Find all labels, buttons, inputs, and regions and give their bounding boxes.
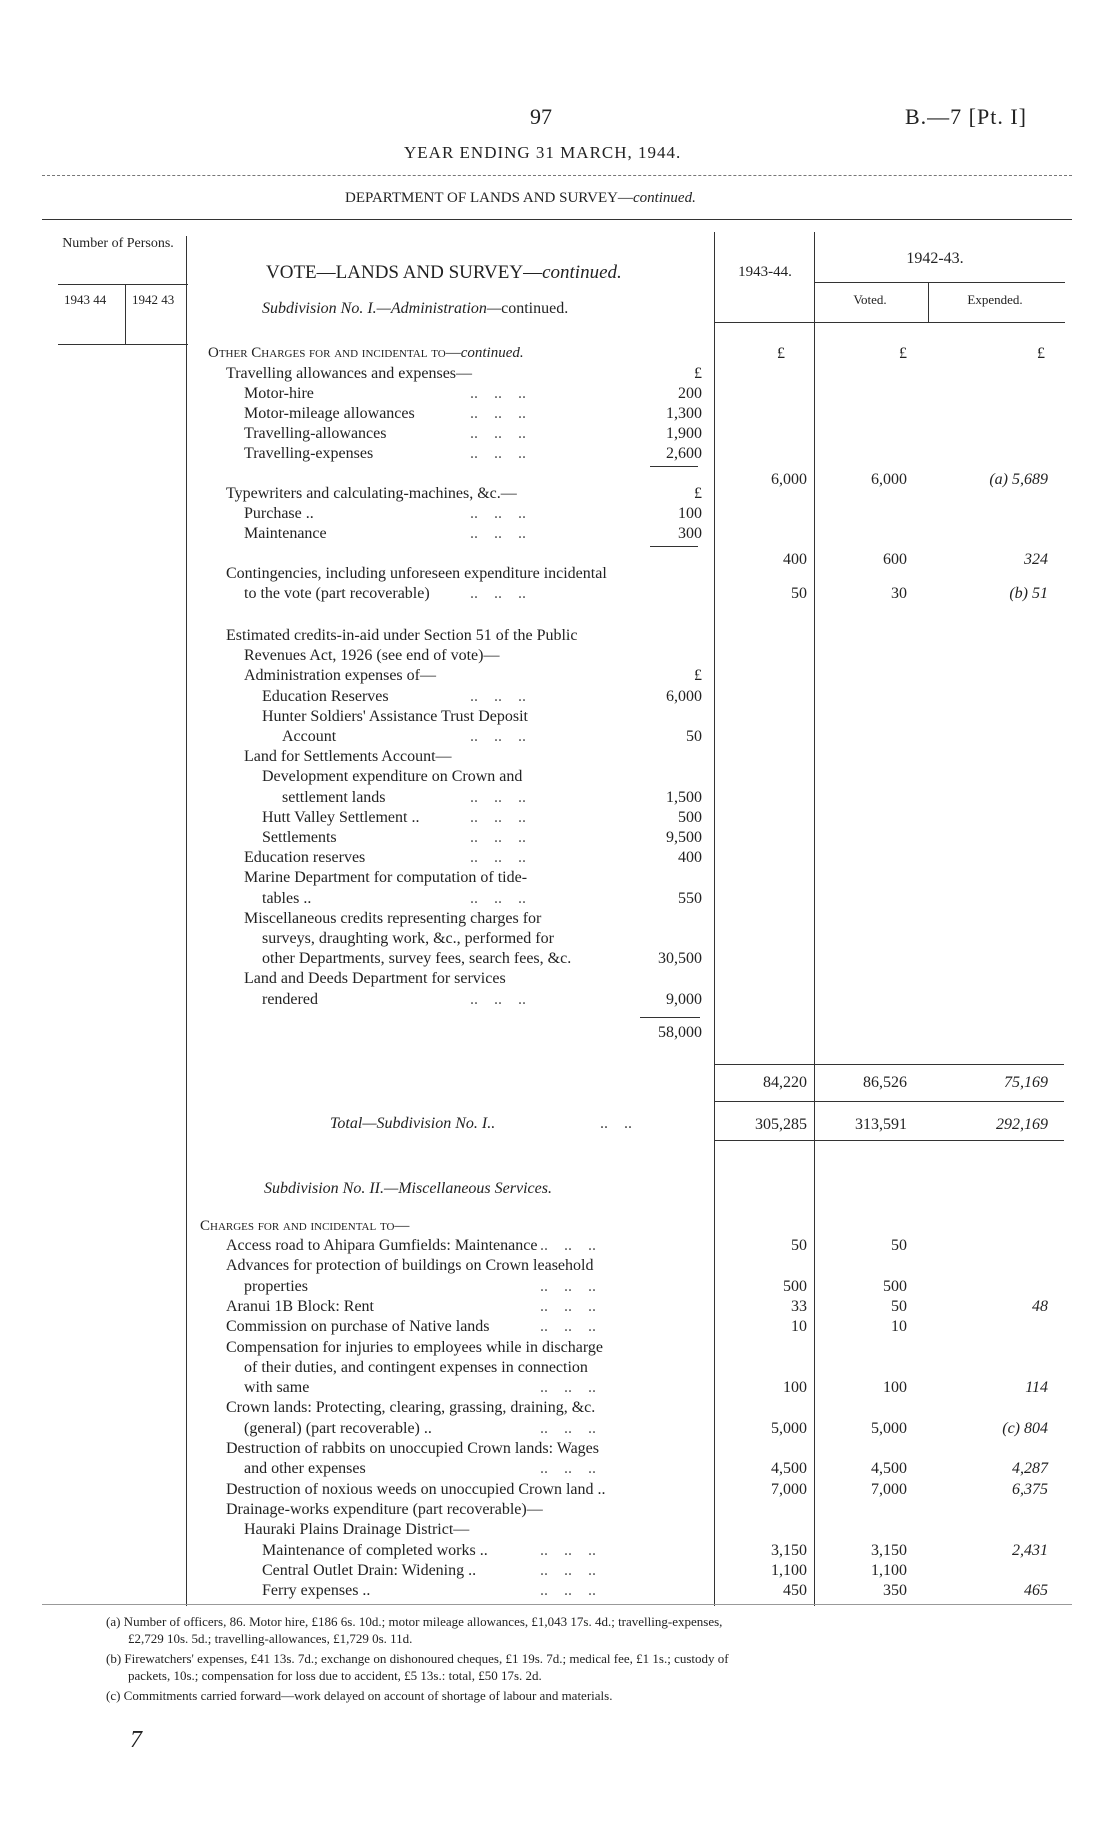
- footnote-b-line-2: packets, 10s.; compensation for loss due to accident, £5 13s.: total, £50 17s. 2d.: [128, 1668, 542, 1683]
- section-2-amount-voted: 1,100: [871, 1561, 907, 1579]
- footnote-c: (c) Commitments carried forward—work delayed on account of shortage of labour and materials.: [106, 1688, 613, 1703]
- section-1-leader-dots: .. .. ..: [470, 425, 526, 442]
- credits-leader-dots: .. .. ..: [470, 687, 526, 705]
- page-number: 97: [530, 104, 552, 129]
- total-bottom-rule: [714, 1140, 1064, 1141]
- section-2-amount-voted: 50: [891, 1297, 907, 1315]
- credits-leader-dots: .. .. ..: [470, 829, 526, 846]
- persons-divider: [125, 284, 126, 344]
- section-2-leader-dots: .. .. ..: [540, 1318, 596, 1336]
- section-2-amount-voted: 3,150: [871, 1541, 907, 1559]
- subtotal-rule: [714, 1064, 1064, 1065]
- subtotal-voted: 86,526: [863, 1074, 907, 1091]
- section-2-amount-1943-44: 500: [783, 1277, 807, 1295]
- section-2-amount-expended: 4,287: [1012, 1460, 1048, 1478]
- credits-line-label: Marine Department for computation of tide-: [244, 869, 528, 887]
- credits-total: 58,000: [658, 1024, 702, 1041]
- section-2-line-label: Hauraki Plains Drainage District—: [244, 1521, 470, 1539]
- section-2-leader-dots: .. .. ..: [540, 1541, 596, 1559]
- section-1-leader-dots: .. .. ..: [470, 385, 526, 402]
- section-1-amount-voted: 30: [891, 585, 907, 602]
- col-1942-43-persons: 1942 43: [132, 292, 175, 307]
- section-2-leader-dots: .. .. ..: [540, 1561, 596, 1579]
- section-1-amount-voted: 600: [883, 551, 907, 568]
- section-2-leader-dots: .. .. ..: [540, 1419, 596, 1437]
- section-2-amount-1943-44: 4,500: [771, 1460, 807, 1478]
- credits-sub-amount: 6,000: [666, 687, 702, 705]
- section-2-amount-1943-44: 450: [783, 1582, 807, 1600]
- section-2-amount-expended: 48: [1032, 1297, 1048, 1315]
- section-2-line-label: Commission on purchase of Native lands: [226, 1318, 490, 1336]
- header-rule: [42, 175, 1072, 176]
- section-1-line-label: to the vote (part recoverable): [244, 585, 430, 602]
- department-name: DEPARTMENT OF LANDS AND SURVEY—: [345, 190, 633, 206]
- other-charges-label: Other Charges for and incidental to—: [208, 345, 461, 361]
- credits-sub-amount: 500: [678, 808, 702, 826]
- credits-leader-dots: .. .. ..: [470, 788, 526, 806]
- section-2-leader-dots: .. .. ..: [540, 1277, 596, 1295]
- persons-head-rule: [58, 284, 188, 285]
- col-1943-44-left-rule: [714, 232, 715, 1606]
- section-1-leader-dots: .. .. ..: [470, 585, 526, 602]
- credits-leader-dots: .. .. ..: [470, 849, 526, 867]
- persons-right-rule: [186, 236, 187, 1606]
- section-2-amount-voted: 10: [891, 1318, 907, 1336]
- section-1-sub-amount: 1,900: [666, 425, 702, 442]
- section-2-amount-expended: (c) 804: [1002, 1419, 1048, 1437]
- section-2-leader-dots: .. .. ..: [540, 1582, 596, 1600]
- section-1-line-label: Purchase ..: [244, 505, 314, 522]
- section-2-amount-expended: 114: [1025, 1379, 1048, 1397]
- section-1-leader-dots: .. .. ..: [470, 445, 526, 462]
- col-expended-left-rule: [928, 282, 929, 322]
- amount-head-rule: [715, 322, 1065, 323]
- total-1943-44: 305,285: [755, 1116, 807, 1133]
- credits-line-label: Miscellaneous credits representing charges for: [244, 909, 542, 927]
- section-2-line-label: with same: [244, 1379, 310, 1397]
- col-1943-44-header: 1943-44.: [738, 264, 792, 280]
- credits-leader-dots: .. .. ..: [470, 990, 526, 1008]
- credits-line-label: other Departments, survey fees, search fees, &c.: [262, 950, 572, 968]
- credits-line-label: Development expenditure on Crown and: [262, 768, 523, 786]
- total-subdivision-1-label: Total—Subdivision No. I..: [330, 1115, 496, 1132]
- section-2-amount-voted: 500: [883, 1277, 907, 1295]
- subdivision-continued: continued.: [501, 300, 569, 317]
- credits-line-label: Education Reserves: [262, 687, 389, 705]
- section-2-amount-expended: 2,431: [1012, 1541, 1048, 1559]
- total-voted: 313,591: [855, 1116, 907, 1133]
- section-2-amount-voted: 350: [883, 1582, 907, 1600]
- credits-line-label: Account: [282, 728, 337, 745]
- section-2-line-label: properties: [244, 1277, 308, 1295]
- section-1-amount-voted: 6,000: [871, 471, 907, 488]
- section-2-amount-voted: 100: [883, 1379, 907, 1397]
- footnote-b-line-1: (b) Firewatchers' expenses, £41 13s. 7d.; exchange on dishonoured cheques, £1 19s. 7d.; medical fee, £1 1s.; custody of: [106, 1651, 729, 1666]
- section-2-line-label: Compensation for injuries to employees while in discharge: [226, 1338, 603, 1356]
- subdivision-name: Subdivision No. I.—Administration—: [262, 300, 502, 317]
- section-2-line-label: Access road to Ahipara Gumfields: Maintenance: [226, 1237, 538, 1254]
- page-reference: B.—7 [Pt. I]: [905, 104, 1027, 129]
- currency-voted: £: [899, 345, 907, 362]
- footnote-a-line-2: £2,729 10s. 5d.; travelling-allowances, £1,729 0s. 11d.: [128, 1631, 413, 1646]
- credits-line-label: Revenues Act, 1926 (see end of vote)—: [244, 647, 500, 665]
- persons-sub-rule: [58, 344, 188, 345]
- credits-sub-amount: £: [694, 667, 702, 685]
- table-top-rule: [42, 219, 1072, 220]
- credits-line-label: surveys, draughting work, &c., performed for: [262, 930, 554, 947]
- section-2-line-label: Central Outlet Drain: Widening ..: [262, 1561, 477, 1579]
- total-top-rule: [714, 1101, 1064, 1102]
- section-2-line-label: of their duties, and contingent expenses in connection: [244, 1358, 588, 1376]
- credits-sub-amount: 400: [678, 849, 702, 867]
- credits-leader-dots: .. .. ..: [470, 808, 526, 826]
- credits-sub-amount: 1,500: [666, 788, 702, 806]
- credits-line-label: tables ..: [262, 889, 312, 907]
- section-2-line-label: Advances for protection of buildings on Crown leasehold: [226, 1257, 594, 1275]
- credits-sum-rule: [640, 1017, 700, 1018]
- col-1943-44-persons: 1943 44: [64, 292, 107, 307]
- section-2-amount-expended: 465: [1024, 1582, 1048, 1600]
- section-2-amount-1943-44: 33: [791, 1297, 807, 1315]
- department-heading: [345, 190, 696, 207]
- section-2-amount-1943-44: 5,000: [771, 1419, 807, 1437]
- vote-name: VOTE—LANDS AND SURVEY—: [266, 262, 543, 283]
- section-2-line-label: Crown lands: Protecting, clearing, grassing, draining, &c.: [226, 1399, 596, 1417]
- other-charges-heading: [208, 345, 524, 362]
- credits-line-label: Settlements: [262, 829, 337, 846]
- section-2-line-label: (general) (part recoverable) ..: [244, 1419, 432, 1437]
- credits-line-label: Estimated credits-in-aid under Section 51 of the Public: [226, 627, 578, 644]
- section-1-amount-expended: (a) 5,689: [989, 471, 1048, 488]
- section-2-amount-1943-44: 100: [783, 1379, 807, 1397]
- year-heading: YEAR ENDING 31 MARCH, 1944.: [404, 143, 682, 162]
- section-1-amount-1943-44: 50: [791, 585, 807, 602]
- section-1-line-label: Travelling allowances and expenses—: [226, 365, 473, 382]
- credits-sub-amount: 550: [678, 889, 702, 907]
- credits-line-label: Land for Settlements Account—: [244, 748, 452, 766]
- section-1-sub-amount: 2,600: [666, 445, 702, 462]
- number-of-persons-header: Number of Persons.: [62, 236, 174, 251]
- section-1-sum-rule: [650, 546, 698, 547]
- section-1-line-label: Motor-mileage allowances: [244, 405, 415, 422]
- credits-line-label: Hunter Soldiers' Assistance Trust Deposit: [262, 707, 528, 725]
- currency-1943-44: £: [777, 345, 785, 362]
- subdivision-title: [262, 300, 568, 318]
- section-1-amount-1943-44: 6,000: [771, 471, 807, 488]
- body-bottom-rule: [42, 1604, 1072, 1605]
- section-1-line-label: Typewriters and calculating-machines, &c.—: [226, 485, 517, 502]
- section-1-leader-dots: .. .. ..: [470, 505, 526, 522]
- credits-sub-amount: 50: [686, 728, 702, 745]
- section-2-amount-1943-44: 3,150: [771, 1541, 807, 1559]
- section-2-amount-1943-44: 7,000: [771, 1480, 807, 1498]
- credits-line-label: rendered: [262, 990, 318, 1008]
- section-2-amount-expended: 6,375: [1012, 1480, 1048, 1498]
- vote-continued: continued.: [542, 262, 622, 283]
- charges-heading: Charges for and incidental to—: [200, 1218, 410, 1234]
- section-2-amount-voted: 4,500: [871, 1460, 907, 1478]
- section-1-amount-expended: (b) 51: [1009, 585, 1048, 602]
- section-1-line-label: Travelling-allowances: [244, 425, 387, 442]
- other-charges-continued: continued.: [460, 345, 524, 361]
- expended-header: Expended.: [967, 292, 1023, 307]
- section-1-amount-expended: 324: [1024, 551, 1048, 568]
- credits-line-label: Land and Deeds Department for services: [244, 970, 506, 988]
- section-1-amount-1943-44: 400: [783, 551, 807, 568]
- section-1-sub-amount: £: [694, 365, 702, 382]
- department-continued: continued.: [632, 190, 696, 206]
- currency-expended: £: [1037, 345, 1045, 362]
- voted-header: Voted.: [853, 292, 887, 307]
- credits-line-label: Administration expenses of—: [244, 667, 436, 685]
- footnote-a-line-1: (a) Number of officers, 86. Motor hire, £186 6s. 10d.; motor mileage allowances, £1,043 17s. 4d.; travelling-expenses,: [106, 1614, 723, 1629]
- credits-sub-amount: 30,500: [658, 950, 702, 968]
- vote-title: [266, 262, 622, 284]
- total-expended: 292,169: [996, 1116, 1048, 1133]
- section-1-sub-amount: £: [694, 485, 702, 502]
- credits-leader-dots: .. .. ..: [470, 889, 526, 907]
- section-2-line-label: and other expenses: [244, 1460, 366, 1478]
- section-2-line-label: Drainage-works expenditure (part recoverable)—: [226, 1500, 543, 1518]
- subtotal-1943-44: 84,220: [763, 1074, 807, 1091]
- section-1-sub-amount: 300: [678, 525, 702, 542]
- section-2-line-label: Destruction of rabbits on unoccupied Crown lands: Wages: [226, 1440, 600, 1457]
- section-2-line-label: Aranui 1B Block: Rent: [226, 1297, 374, 1315]
- subdivision-2-title: Subdivision No. II.—Miscellaneous Services.: [264, 1180, 552, 1197]
- section-1-leader-dots: .. .. ..: [470, 525, 526, 542]
- section-2-line-label: Maintenance of completed works ..: [262, 1541, 488, 1559]
- section-2-leader-dots: .. .. ..: [540, 1460, 596, 1478]
- credits-sub-amount: 9,000: [666, 990, 702, 1008]
- section-1-line-label: Maintenance: [244, 525, 327, 542]
- total-dots: .. ..: [600, 1115, 632, 1132]
- credits-leader-dots: .. .. ..: [470, 728, 526, 745]
- col-1942-43-left-rule: [814, 232, 815, 1606]
- credits-line-label: Education reserves: [244, 849, 366, 867]
- section-2-amount-1943-44: 50: [791, 1237, 807, 1254]
- col-1942-43-header: 1942-43.: [906, 250, 964, 267]
- section-1-sub-amount: 1,300: [666, 405, 702, 422]
- voted-head-rule: [815, 282, 1065, 283]
- section-2-amount-1943-44: 1,100: [771, 1561, 807, 1579]
- section-2-line-label: Ferry expenses ..: [262, 1582, 371, 1600]
- section-1-line-label: Travelling-expenses: [244, 445, 374, 462]
- section-1-line-label: Contingencies, including unforeseen expenditure incidental: [226, 565, 607, 582]
- credits-sub-amount: 9,500: [666, 829, 702, 846]
- section-1-leader-dots: .. .. ..: [470, 405, 526, 422]
- section-2-amount-voted: 5,000: [871, 1419, 907, 1437]
- section-1-line-label: Motor-hire: [244, 385, 314, 402]
- page-mark: 7: [130, 1727, 142, 1753]
- section-2-leader-dots: .. .. ..: [540, 1379, 596, 1397]
- credits-line-label: Hutt Valley Settlement ..: [262, 808, 420, 826]
- subtotal-expended: 75,169: [1004, 1074, 1048, 1091]
- section-2-amount-voted: 7,000: [871, 1480, 907, 1498]
- section-1-sub-amount: 100: [678, 505, 702, 522]
- section-2-leader-dots: .. .. ..: [540, 1237, 596, 1254]
- section-2-amount-voted: 50: [891, 1237, 907, 1254]
- credits-line-label: settlement lands: [282, 788, 386, 806]
- section-1-sum-rule: [650, 466, 698, 467]
- section-2-line-label: Destruction of noxious weeds on unoccupied Crown land ..: [226, 1480, 606, 1498]
- section-2-amount-1943-44: 10: [791, 1318, 807, 1336]
- section-2-leader-dots: .. .. ..: [540, 1297, 596, 1315]
- section-1-sub-amount: 200: [678, 385, 702, 402]
